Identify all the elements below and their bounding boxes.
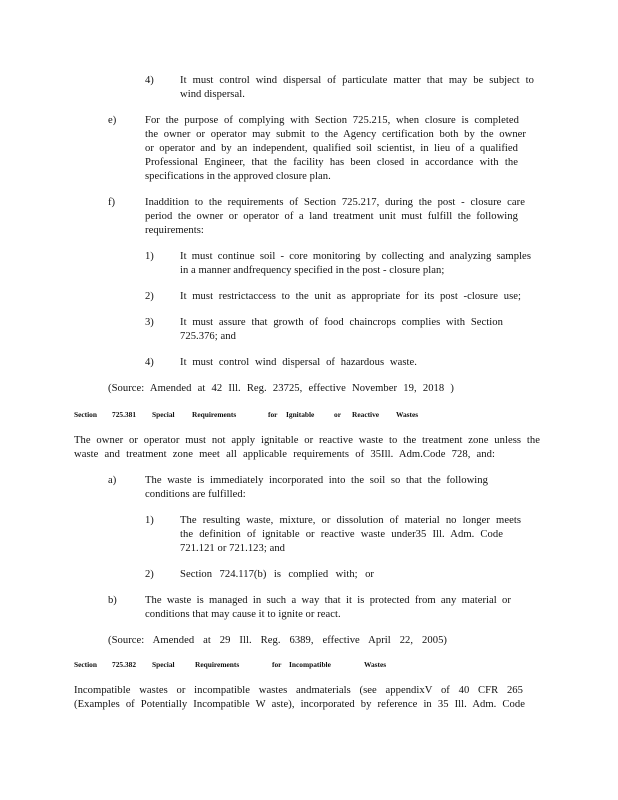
text-line: (Examples of Potentially Incompatible W aste), incorporated by reference in 35 Ill. Adm. Code <box>74 699 525 710</box>
source-note: (Source: Amended at 42 Ill. Reg. 23725, effective November 19, 2018 ) <box>108 383 454 394</box>
heading-word: Section <box>74 660 97 669</box>
item-number: 3) <box>145 317 154 328</box>
item-number: 4) <box>145 357 154 368</box>
text-line: Section 724.117(b) is complied with; or <box>180 569 374 580</box>
text-line: the owner or operator may submit to the Agency certification both by the owner <box>145 129 526 140</box>
item-number: 1) <box>145 515 154 526</box>
text-line: Inaddition to the requirements of Section 725.217, during the post - closure care <box>145 197 525 208</box>
text-line: The resulting waste, mixture, or dissolution of material no longer meets <box>180 515 521 526</box>
text-line: The owner or operator must not apply ignitable or reactive waste to the treatment zone unless the <box>74 435 540 446</box>
item-letter: b) <box>108 595 117 606</box>
text-line: The waste is immediately incorporated into the soil so that the following <box>145 475 488 486</box>
heading-word: Requirements <box>195 660 240 669</box>
item-number: 4) <box>145 75 154 86</box>
text-line: The waste is managed in such a way that it is protected from any material or <box>145 595 511 606</box>
heading-word: 725.382 <box>112 660 137 669</box>
heading-word: Special <box>152 660 175 669</box>
heading-word: 725.381 <box>112 410 137 419</box>
text-line: the definition of ignitable or reactive waste under35 Ill. Adm. Code <box>180 529 503 540</box>
heading-word: Wastes <box>364 660 387 669</box>
item-letter: e) <box>108 115 117 126</box>
heading-word: Reactive <box>352 410 380 419</box>
section-heading <box>74 410 424 420</box>
text-line: Professional Engineer, that the facility has been closed in accordance with the <box>145 157 518 168</box>
text-line: For the purpose of complying with Section 725.215, when closure is completed <box>145 115 519 126</box>
text-line: requirements: <box>145 225 204 236</box>
heading-word: or <box>334 410 341 419</box>
text-line: Incompatible wastes or incompatible wastes andmaterials (see appendixV of 40 CFR 265 <box>74 685 523 696</box>
text-line: waste and treatment zone meet all applicable requirements of 35Ill. Adm.Code 728, and: <box>74 449 495 460</box>
heading-word: Ignitable <box>286 410 315 419</box>
text-line: conditions are fulfilled: <box>145 489 246 500</box>
item-number: 2) <box>145 569 154 580</box>
source-note: (Source: Amended at 29 Ill. Reg. 6389, effective April 22, 2005) <box>108 635 447 646</box>
heading-word: Requirements <box>192 410 237 419</box>
text-line: in a manner andfrequency specified in the post - closure plan; <box>180 265 445 276</box>
section-heading <box>74 660 394 670</box>
text-line: period the owner or operator of a land treatment unit must fulfill the following <box>145 211 518 222</box>
text-line: 721.121 or 721.123; and <box>180 543 286 554</box>
item-number: 2) <box>145 291 154 302</box>
heading-word: Wastes <box>396 410 419 419</box>
heading-word: for <box>268 410 278 419</box>
text-line: It must control wind dispersal of hazardous waste. <box>180 357 417 368</box>
heading-word: Incompatible <box>289 660 331 669</box>
heading-word: for <box>272 660 282 669</box>
text-line: specifications in the approved closure plan. <box>145 171 331 182</box>
text-line: It must continue soil - core monitoring by collecting and analyzing samples <box>180 251 531 262</box>
heading-word: Section <box>74 410 97 419</box>
item-number: 1) <box>145 251 154 262</box>
heading-word: Special <box>152 410 175 419</box>
text-line: wind dispersal. <box>180 89 245 100</box>
item-letter: f) <box>108 197 116 208</box>
text-line: It must control wind dispersal of particulate matter that may be subject to <box>180 75 534 86</box>
item-letter: a) <box>108 475 117 486</box>
text-line: 725.376; and <box>180 331 236 342</box>
text-line: It must restrictaccess to the unit as appropriate for its post -closure use; <box>180 291 521 302</box>
text-line: It must assure that growth of food chaincrops complies with Section <box>180 317 503 328</box>
text-line: or operator and by an independent, qualified soil scientist, in lieu of a qualified <box>145 143 518 154</box>
text-line: conditions that may cause it to ignite or react. <box>145 609 341 620</box>
